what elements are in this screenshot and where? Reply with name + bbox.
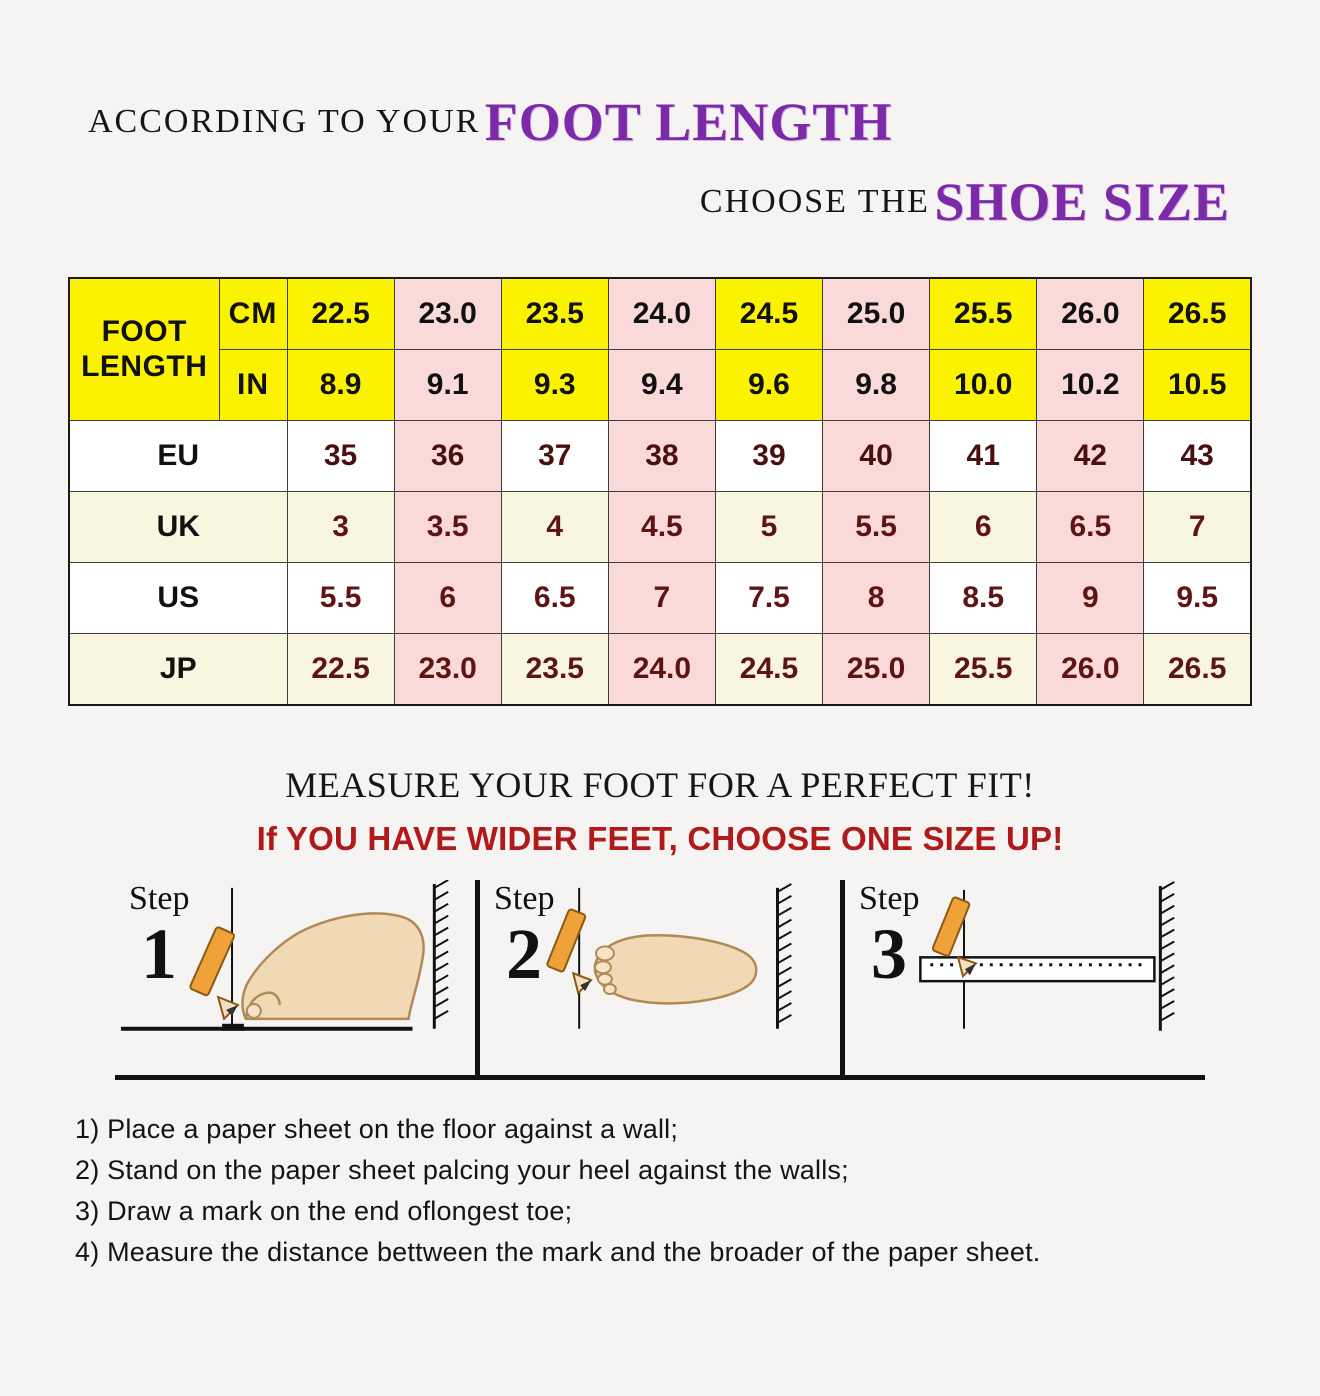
- heading-line-1-small: ACCORDING TO YOUR: [88, 103, 481, 140]
- eu-7: 42: [1037, 421, 1144, 492]
- unit-cm: CM: [219, 278, 287, 350]
- size-chart-table-wrap: [68, 277, 1252, 706]
- step-2-word: Step: [494, 880, 555, 917]
- heading-line-2-small: CHOOSE THE: [699, 183, 930, 220]
- uk-6: 6: [930, 492, 1037, 563]
- measure-steps: [115, 880, 1205, 1080]
- jp-4: 24.5: [715, 634, 822, 706]
- step-3-number: 3: [871, 914, 907, 994]
- uk-1: 3.5: [394, 492, 501, 563]
- in-0: 8.9: [287, 350, 394, 421]
- measure-title: MEASURE YOUR FOOT FOR A PERFECT FIT!: [285, 765, 1035, 805]
- us-3: 7: [608, 563, 715, 634]
- in-7: 10.2: [1037, 350, 1144, 421]
- jp-5: 25.0: [823, 634, 930, 706]
- jp-2: 23.5: [501, 634, 608, 706]
- table-row-uk: [69, 492, 1251, 563]
- cm-5: 25.0: [823, 278, 930, 350]
- uk-3: 4.5: [608, 492, 715, 563]
- heading-line-1-big: FOOT LENGTH: [484, 92, 893, 152]
- us-7: 9: [1037, 563, 1144, 634]
- uk-4: 5: [715, 492, 822, 563]
- uk-0: 3: [287, 492, 394, 563]
- jp-0: 22.5: [287, 634, 394, 706]
- table-row-eu: [69, 421, 1251, 492]
- step-3: [840, 880, 1205, 1075]
- instructions-list: [75, 1114, 1245, 1268]
- in-6: 10.0: [930, 350, 1037, 421]
- instruction-4: 4) Measure the distance bettween the mark and the broader of the paper sheet.: [75, 1237, 1041, 1267]
- uk-8: 7: [1144, 492, 1251, 563]
- cm-7: 26.0: [1037, 278, 1144, 350]
- in-2: 9.3: [501, 350, 608, 421]
- us-6: 8.5: [930, 563, 1037, 634]
- in-8: 10.5: [1144, 350, 1251, 421]
- step-1-word: Step: [129, 880, 190, 917]
- step-1-number: 1: [141, 914, 177, 994]
- eu-5: 40: [823, 421, 930, 492]
- in-5: 9.8: [823, 350, 930, 421]
- jp-1: 23.0: [394, 634, 501, 706]
- eu-1: 36: [394, 421, 501, 492]
- table-row-us: [69, 563, 1251, 634]
- unit-in: IN: [219, 350, 287, 421]
- eu-4: 39: [715, 421, 822, 492]
- foot-length-label: [69, 278, 219, 421]
- foot-length-label-line1: FOOT: [101, 315, 187, 348]
- row-label-us: US: [69, 563, 287, 634]
- cm-4: 24.5: [715, 278, 822, 350]
- row-label-uk: UK: [69, 492, 287, 563]
- uk-2: 4: [501, 492, 608, 563]
- step-3-illustration: [845, 880, 1205, 1073]
- in-1: 9.1: [394, 350, 501, 421]
- heading-line-2: [0, 172, 1320, 232]
- cm-1: 23.0: [394, 278, 501, 350]
- uk-7: 6.5: [1037, 492, 1144, 563]
- step-1-illustration: [115, 880, 475, 1073]
- instruction-1: 1) Place a paper sheet on the floor against a wall;: [75, 1114, 679, 1144]
- eu-2: 37: [501, 421, 608, 492]
- in-3: 9.4: [608, 350, 715, 421]
- size-chart-table: [68, 277, 1252, 706]
- step-2: [475, 880, 840, 1075]
- us-5: 8: [823, 563, 930, 634]
- jp-3: 24.0: [608, 634, 715, 706]
- eu-8: 43: [1144, 421, 1251, 492]
- step-2-illustration: [480, 880, 840, 1073]
- step-2-number: 2: [506, 914, 542, 994]
- step-1: [115, 880, 475, 1075]
- page-heading: [0, 0, 1320, 232]
- us-2: 6.5: [501, 563, 608, 634]
- table-row-in: [69, 350, 1251, 421]
- eu-0: 35: [287, 421, 394, 492]
- cm-6: 25.5: [930, 278, 1037, 350]
- jp-8: 26.5: [1144, 634, 1251, 706]
- heading-line-1: [0, 92, 1320, 152]
- uk-5: 5.5: [823, 492, 930, 563]
- foot-length-label-line2: LENGTH: [81, 349, 208, 383]
- table-row-jp: [69, 634, 1251, 706]
- cm-2: 23.5: [501, 278, 608, 350]
- eu-6: 41: [930, 421, 1037, 492]
- row-label-eu: EU: [69, 421, 287, 492]
- measure-subtitle: If YOU HAVE WIDER FEET, CHOOSE ONE SIZE UP!: [256, 820, 1064, 857]
- us-8: 9.5: [1144, 563, 1251, 634]
- cm-0: 22.5: [287, 278, 394, 350]
- table-row-cm: [69, 278, 1251, 350]
- eu-3: 38: [608, 421, 715, 492]
- in-4: 9.6: [715, 350, 822, 421]
- us-4: 7.5: [715, 563, 822, 634]
- cm-8: 26.5: [1144, 278, 1251, 350]
- cm-3: 24.0: [608, 278, 715, 350]
- jp-6: 25.5: [930, 634, 1037, 706]
- row-label-jp: JP: [69, 634, 287, 706]
- heading-line-2-big: SHOE SIZE: [934, 172, 1230, 232]
- instruction-3: 3) Draw a mark on the end oflongest toe;: [75, 1196, 573, 1226]
- step-3-word: Step: [859, 880, 920, 917]
- jp-7: 26.0: [1037, 634, 1144, 706]
- us-0: 5.5: [287, 563, 394, 634]
- us-1: 6: [394, 563, 501, 634]
- instruction-2: 2) Stand on the paper sheet palcing your heel against the walls;: [75, 1155, 849, 1185]
